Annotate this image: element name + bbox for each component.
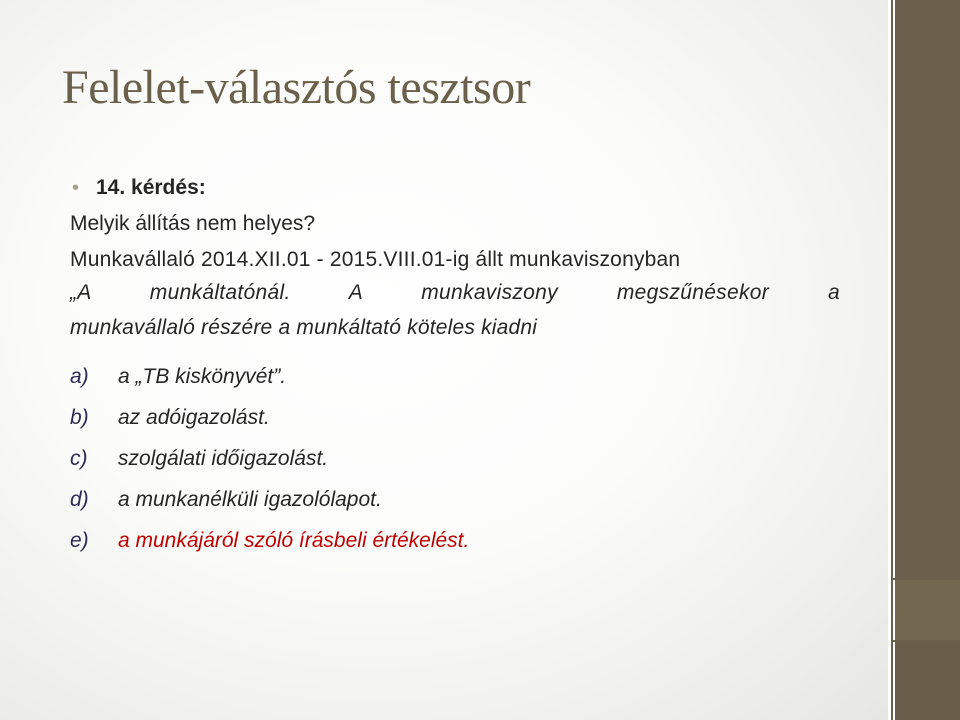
question-number-line bbox=[70, 170, 840, 206]
option-e-letter: e) bbox=[70, 529, 89, 552]
answer-options bbox=[70, 356, 840, 561]
option-b-letter: b) bbox=[70, 406, 89, 429]
option-c bbox=[70, 438, 840, 479]
option-a-text: a „TB kiskönyvét”. bbox=[118, 365, 287, 388]
sidebar-block-middle bbox=[893, 580, 960, 640]
option-d-text: a munkanélküli igazolólapot. bbox=[118, 488, 382, 511]
slide-title: Felelet-választós tesztsor bbox=[62, 61, 531, 114]
statement-line-2: „A munkáltatónál. A munkaviszony megszűnésekor a bbox=[70, 281, 840, 304]
option-d bbox=[70, 479, 840, 520]
sidebar-gap bbox=[888, 0, 891, 720]
option-b bbox=[70, 397, 840, 438]
option-c-text: szolgálati időigazolást. bbox=[118, 447, 329, 470]
option-a-letter: a) bbox=[70, 365, 89, 388]
statement-line-3: munkavállaló részére a munkáltató köteles kiadni bbox=[70, 316, 538, 339]
option-c-letter: c) bbox=[70, 447, 88, 470]
sidebar-block-top bbox=[893, 0, 960, 578]
option-a bbox=[70, 356, 840, 397]
sidebar-block-bottom bbox=[893, 642, 960, 720]
statement-line-1 bbox=[70, 242, 840, 278]
slide-content bbox=[70, 170, 840, 561]
question-text: Melyik állítás nem helyes? bbox=[70, 212, 316, 235]
bullet-dot-icon: • bbox=[72, 177, 80, 199]
statement-line-1-text: Munkavállaló 2014.XII.01 - 2015.VIII.01-ig állt munkaviszonyban bbox=[70, 248, 681, 271]
option-e-text: a munkájáról szóló írásbeli értékelést. bbox=[118, 529, 470, 552]
option-b-text: az adóigazolást. bbox=[118, 406, 270, 429]
option-e bbox=[70, 520, 840, 561]
option-d-letter: d) bbox=[70, 488, 89, 511]
question-number: 14. kérdés: bbox=[96, 176, 206, 199]
